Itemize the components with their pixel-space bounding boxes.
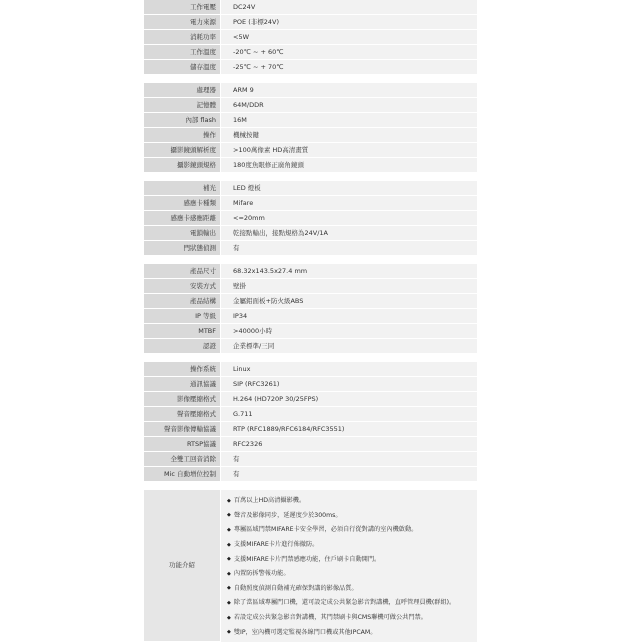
feature-text: 自動照度偵測自動補光確保對講的影像品質。 (233, 584, 358, 592)
feature-text: 支援MIFARE卡片門禁感應功能，住戶刷卡自動開門。 (233, 555, 381, 563)
diamond-bullet-icon: ◆ (227, 497, 231, 504)
diamond-bullet-icon: ◆ (227, 541, 231, 548)
spec-value: IP34 (221, 309, 478, 324)
spec-label: 操作 (144, 128, 221, 143)
feature-item (227, 552, 477, 567)
features-label: 功能介紹 (144, 490, 221, 642)
spec-label: 補光 (144, 181, 221, 196)
section-gap (144, 256, 477, 265)
feature-item (227, 494, 477, 509)
feature-text: 若設定成公共緊急影音對講機，其門禁刷卡與CMS聯機可做公共門禁。 (233, 613, 427, 621)
section-gap (144, 75, 477, 84)
spec-row (144, 60, 477, 75)
spec-label: 全雙工回音消除 (144, 452, 221, 467)
spec-value: G.711 (221, 407, 478, 422)
diamond-bullet-icon: ◆ (227, 512, 231, 519)
spec-row (144, 467, 477, 482)
spec-value: 有 (221, 467, 478, 482)
spec-row (144, 83, 477, 98)
feature-text: 除了當區域專屬門口機，還可設定成公共緊急影音對講機，直呼管理員機(群組)。 (233, 599, 456, 607)
feature-item (227, 509, 477, 524)
spec-label: 攝影鏡頭規格 (144, 158, 221, 173)
spec-row (144, 407, 477, 422)
gap-cell (144, 482, 477, 491)
spec-value: >40000小時 (221, 324, 478, 339)
spec-value: ARM 9 (221, 83, 478, 98)
feature-text: 百萬以上HD高清攝影機。 (233, 497, 306, 505)
spec-label: Mic 自動增位控制 (144, 467, 221, 482)
spec-value: 有 (221, 452, 478, 467)
spec-label: 感應卡感應距離 (144, 211, 221, 226)
feature-item (227, 625, 477, 640)
spec-value: RTP (RFC1889/RFC6184/RFC3551) (221, 422, 478, 437)
spec-label: 儲存溫度 (144, 60, 221, 75)
spec-row (144, 196, 477, 211)
feature-item (227, 582, 477, 597)
feature-item (227, 523, 477, 538)
spec-value: 金屬鋁面板+防火級ABS (221, 294, 478, 309)
spec-row (144, 324, 477, 339)
spec-label: 聲音壓縮格式 (144, 407, 221, 422)
spec-label: 認證 (144, 339, 221, 354)
spec-value: 乾接點輸出，接點規格為24V/1A (221, 226, 478, 241)
spec-label: 安裝方式 (144, 279, 221, 294)
section-gap (144, 482, 477, 491)
spec-label: MTBF (144, 324, 221, 339)
feature-text: 支援MIFARE卡片進行佈撤防。 (233, 540, 319, 548)
diamond-bullet-icon: ◆ (227, 570, 231, 577)
spec-value: RFC2326 (221, 437, 478, 452)
spec-value: DC24V (221, 0, 478, 15)
spec-value: 16M (221, 113, 478, 128)
spec-row (144, 143, 477, 158)
spec-label: 操作系統 (144, 362, 221, 377)
spec-row (144, 226, 477, 241)
spec-row (144, 279, 477, 294)
spec-row (144, 339, 477, 354)
spec-row (144, 30, 477, 45)
spec-value: Linux (221, 362, 478, 377)
spec-row (144, 211, 477, 226)
spec-value: 180度魚眼修正廣角鏡頭 (221, 158, 478, 173)
spec-row (144, 181, 477, 196)
spec-label: 電鎖輸出 (144, 226, 221, 241)
diamond-bullet-icon: ◆ (227, 614, 231, 621)
spec-row (144, 362, 477, 377)
spec-label: RTSP協議 (144, 437, 221, 452)
spec-row (144, 241, 477, 256)
spec-row (144, 0, 477, 15)
spec-value: -20℃ ~ + 60℃ (221, 45, 478, 60)
spec-label: 處理器 (144, 83, 221, 98)
features-list (221, 490, 478, 642)
spec-value: H.264 (HD720P 30/25FPS) (221, 392, 478, 407)
spec-value: SIP (RFC3261) (221, 377, 478, 392)
spec-label: 內部 flash (144, 113, 221, 128)
spec-row (144, 128, 477, 143)
diamond-bullet-icon: ◆ (227, 526, 231, 533)
spec-label: 記憶體 (144, 98, 221, 113)
spec-value: LED 燈板 (221, 181, 478, 196)
feature-item (227, 538, 477, 553)
spec-value: Mifare (221, 196, 478, 211)
spec-value: <5W (221, 30, 478, 45)
spec-row (144, 15, 477, 30)
spec-table (144, 0, 477, 642)
spec-label: 影像壓縮格式 (144, 392, 221, 407)
spec-label: 電力來源 (144, 15, 221, 30)
spec-label: 感應卡種類 (144, 196, 221, 211)
spec-value: POE (非標24V) (221, 15, 478, 30)
spec-sheet (144, 0, 477, 642)
spec-row (144, 309, 477, 324)
diamond-bullet-icon: ◆ (227, 585, 231, 592)
spec-label: 產品結構 (144, 294, 221, 309)
section-gap (144, 354, 477, 363)
gap-cell (144, 354, 477, 363)
spec-label: 攝影鏡頭解析度 (144, 143, 221, 158)
spec-value: >100萬像素 HD高清畫質 (221, 143, 478, 158)
feature-text: 內置防拆警報功能。 (233, 570, 290, 578)
gap-cell (144, 173, 477, 182)
spec-row (144, 113, 477, 128)
spec-label: 通訊協議 (144, 377, 221, 392)
feature-text: 聲音及影像同步，延遲度少於300ms。 (233, 511, 342, 519)
spec-value: 68.32x143.5x27.4 mm (221, 264, 478, 279)
spec-row (144, 158, 477, 173)
feature-text: 雙IP，室內機可選定監視各線門口機或其他IPCAM。 (233, 628, 377, 636)
spec-value: 有 (221, 241, 478, 256)
spec-row (144, 377, 477, 392)
spec-row (144, 437, 477, 452)
spec-value: <=20mm (221, 211, 478, 226)
features-row (144, 490, 477, 642)
feature-item (227, 567, 477, 582)
spec-value: 64M/DDR (221, 98, 478, 113)
spec-row (144, 452, 477, 467)
spec-value: 壁掛 (221, 279, 478, 294)
spec-label: 門狀態偵測 (144, 241, 221, 256)
section-gap (144, 173, 477, 182)
feature-item (227, 596, 477, 611)
spec-row (144, 45, 477, 60)
spec-label: 聲音影像傳輸協議 (144, 422, 221, 437)
gap-cell (144, 256, 477, 265)
spec-value: 企業標準/三同 (221, 339, 478, 354)
diamond-bullet-icon: ◆ (227, 599, 231, 606)
spec-label: 產品尺寸 (144, 264, 221, 279)
spec-row (144, 264, 477, 279)
spec-label: 消耗功率 (144, 30, 221, 45)
spec-row (144, 98, 477, 113)
diamond-bullet-icon: ◆ (227, 629, 231, 636)
spec-value: 機械按鍵 (221, 128, 478, 143)
spec-row (144, 294, 477, 309)
spec-row (144, 422, 477, 437)
gap-cell (144, 75, 477, 84)
spec-label: IP 等級 (144, 309, 221, 324)
spec-row (144, 392, 477, 407)
feature-item (227, 611, 477, 626)
spec-label: 工作溫度 (144, 45, 221, 60)
feature-text: 專屬區域門禁MIFARE卡安全學習，必須自行從對講的室內機啟動。 (233, 526, 418, 534)
spec-value: -25℃ ~ + 70℃ (221, 60, 478, 75)
spec-label: 工作電壓 (144, 0, 221, 15)
diamond-bullet-icon: ◆ (227, 556, 231, 563)
